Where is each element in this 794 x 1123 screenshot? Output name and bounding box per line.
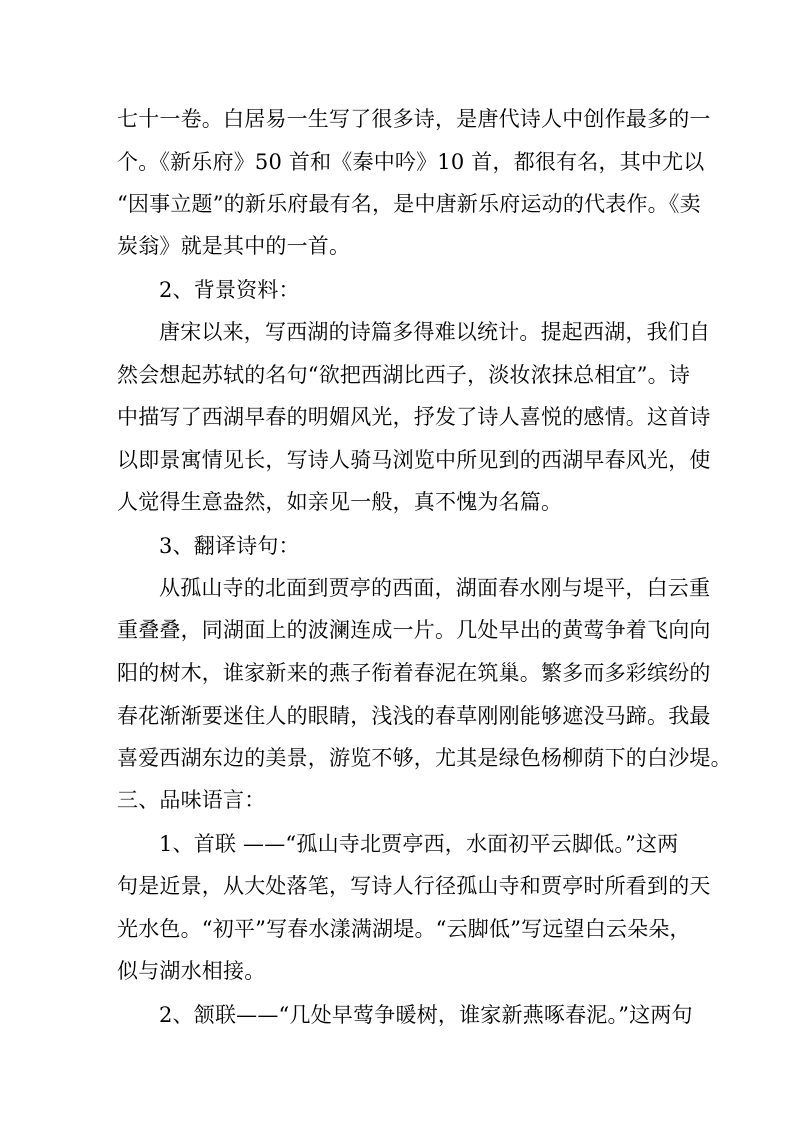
paragraph-line: 然会想起苏轼的名句“欲把西湖比西子，淡妆浓抹总相宜”。诗	[117, 363, 691, 387]
paragraph-line: 阳的树木，谁家新来的燕子衔着春泥在筑巢。繁多而多彩缤纷的	[117, 661, 711, 685]
section-heading-background: 2、背景资料：	[159, 278, 300, 302]
paragraph-line: 光水色。“初平”写春水漾满湖堤。“云脚低”写远望白云朵朵，	[117, 917, 691, 941]
paragraph-line: “因事立题”的新乐府最有名，是中唐新乐府运动的代表作。《卖	[117, 192, 701, 216]
paragraph-line: 喜爱西湖东边的美景，游览不够，尤其是绿色杨柳荫下的白沙堤。	[117, 746, 732, 770]
paragraph-line: 唐宋以来，写西湖的诗篇多得难以统计。提起西湖，我们自	[159, 320, 711, 344]
paragraph-line: 句是近景，从大处落笔，写诗人行径孤山寺和贾亭时所看到的天	[117, 874, 711, 898]
paragraph-line: 重叠叠，同湖面上的波澜连成一片。几处早出的黄莺争着飞向向	[117, 618, 711, 642]
paragraph-line: 1、首联 ——“孤山寺北贾亭西，水面初平云脚低。”这两	[159, 832, 679, 856]
paragraph-line: 似与湖水相接。	[117, 959, 266, 983]
section-heading-language: 三、品味语言：	[117, 788, 266, 812]
paragraph-line: 七十一卷。白居易一生写了很多诗，是唐代诗人中创作最多的一	[117, 107, 711, 131]
section-heading-translation: 3、翻译诗句：	[159, 534, 300, 558]
paragraph-line: 中描写了西湖早春的明媚风光，抒发了诗人喜悦的感情。这首诗	[117, 405, 711, 429]
paragraph-line: 人觉得生意盎然，如亲见一般，真不愧为名篇。	[117, 490, 563, 514]
paragraph-line: 从孤山寺的北面到贾亭的西面，湖面春水刚与堤平，白云重	[159, 576, 711, 600]
paragraph-line: 炭翁》就是其中的一首。	[117, 234, 351, 258]
paragraph-line: 2、颔联——“几处早莺争暖树，谁家新燕啄春泥。”这两句	[159, 1003, 693, 1027]
paragraph-line: 个。《新乐府》50 首和《秦中吟》10 首，都很有名，其中尤以	[117, 150, 705, 174]
paragraph-line: 春花渐渐要迷住人的眼睛，浅浅的春草刚刚能够遮没马蹄。我最	[117, 704, 711, 728]
paragraph-line: 以即景寓情见长，写诗人骑马浏览中所见到的西湖早春风光，使	[117, 448, 711, 472]
